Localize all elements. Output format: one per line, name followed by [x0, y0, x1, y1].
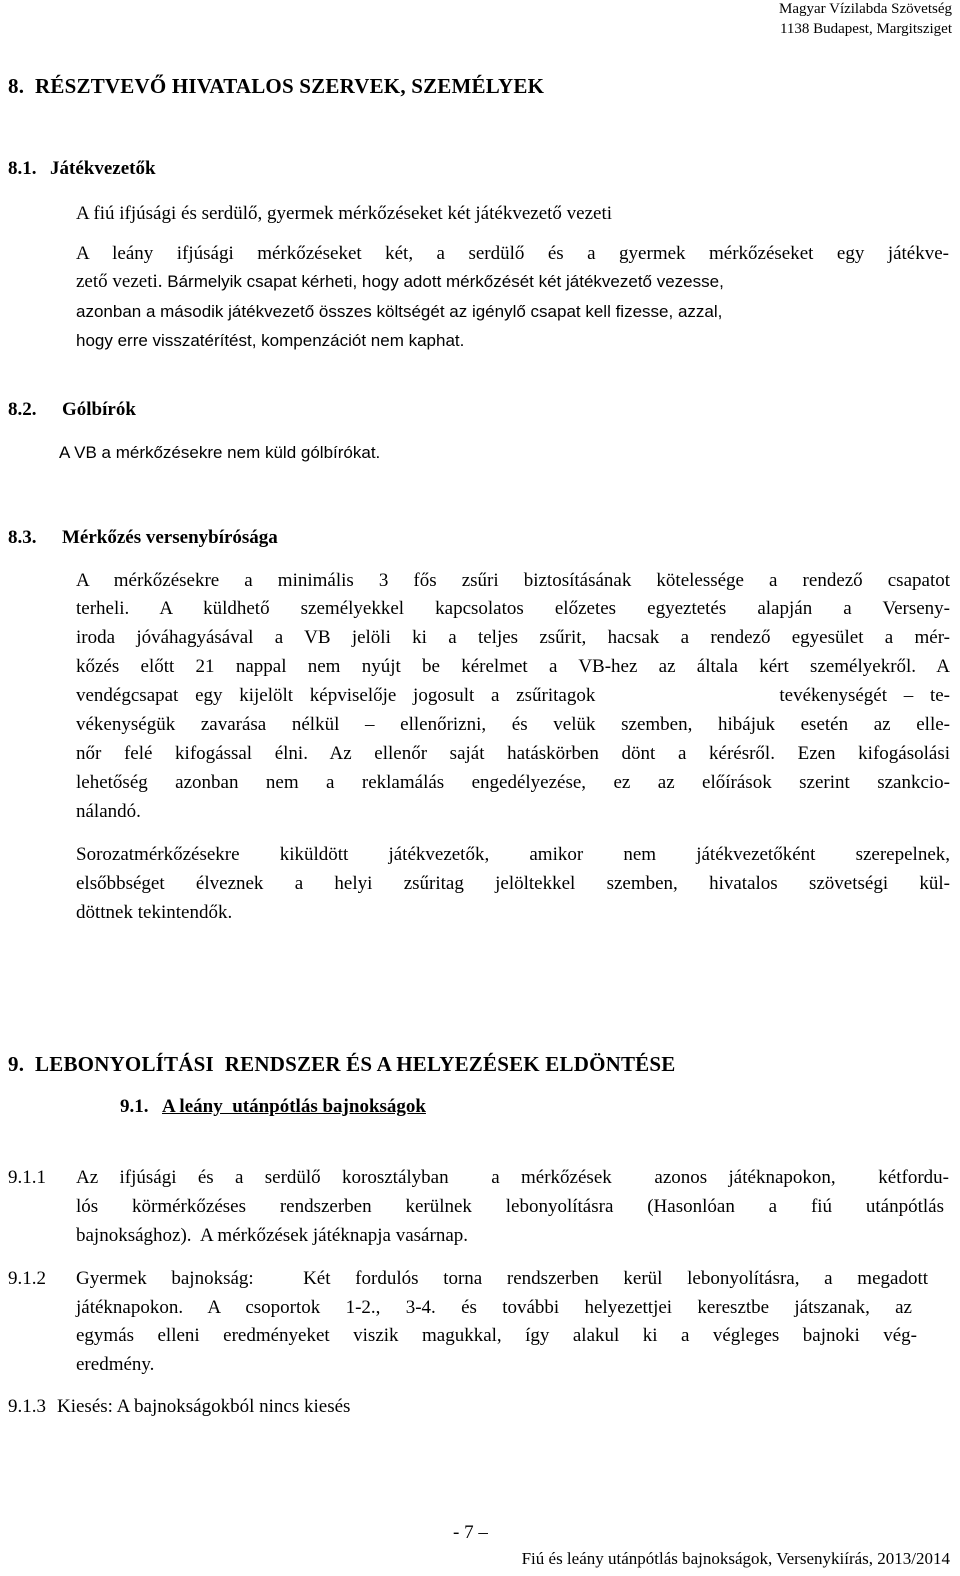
header-org: Magyar Vízilabda Szövetség	[778, 1, 952, 17]
footer-text: Fiú és leány utánpótlás bajnokságok, Versenykiírás, 2013/2014	[521, 1549, 950, 1568]
paragraph-8-3-line: nőr felé kifogással élni. Az ellenőr saját hatáskörben dönt a kérésről. Ezen kifogásolási	[76, 743, 950, 764]
paragraph-8-3-line: terheli. A küldhető személyekkel kapcsolatos előzetes egyeztetés alapján a Verseny-	[76, 598, 950, 619]
item-9-1-2-number: 9.1.2	[8, 1268, 46, 1289]
section-9-1-number: 9.1.	[120, 1096, 149, 1117]
paragraph-8-3-b-line: döttnek tekintendők.	[76, 902, 233, 923]
section-8-2-title: Gólbírók	[62, 399, 136, 420]
paragraph-fragment: zető vezeti.	[76, 271, 163, 292]
paragraph-fragment-sans: Bármelyik csapat kérheti, hogy adott mérkőzését két játékvezető vezesse,	[167, 272, 724, 291]
paragraph-8-1-line: A fiú ifjúsági és serdülő, gyermek mérkőzéseket két játékvezető vezeti	[76, 203, 613, 224]
section-8-3-title: Mérkőzés versenybírósága	[62, 527, 278, 548]
paragraph-8-3-line: nálandó.	[76, 801, 141, 822]
paragraph-8-3-b-line: elsőbbséget élveznek a helyi zsűritag jelöltekkel szemben, hivatalos szövetségi kül-	[76, 873, 950, 894]
item-9-1-2-line: egymás elleni eredményeket viszik magukkal, így alakul ki a végleges bajnoki vég-	[76, 1325, 917, 1346]
paragraph-8-3-line: kőzés előtt 21 nappal nem nyújt be kérelmet a VB-hez az általa kért személyekről. A	[76, 656, 950, 677]
item-9-1-2-line: eredmény.	[76, 1354, 155, 1375]
item-9-1-1-line: bajnoksághoz). A mérkőzések játéknapja vasárnap.	[76, 1225, 468, 1246]
page-number: - 7 –	[453, 1522, 488, 1543]
paragraph-8-3-line: iroda jóváhagyásával a VB jelöli ki a teljes zsűrit, hacsak a rendező egyesület a mér-	[76, 627, 950, 648]
item-9-1-3-text: Kiesés: A bajnokságokból nincs kiesés	[57, 1396, 351, 1417]
item-9-1-1-line: lós körmérkőzéses rendszerben kerülnek lebonyolításra (Hasonlóan a fiú utánpótlás	[76, 1196, 944, 1217]
section-8-3-number: 8.3.	[8, 527, 37, 548]
paragraph-8-1-line: hogy erre visszatérítést, kompenzációt nem kaphat.	[76, 331, 465, 350]
item-9-1-2-line: játéknapokon. A csoportok 1-2., 3-4. és további helyezettjei keresztbe játszanak, az	[76, 1297, 912, 1318]
section-8-title: 8. RÉSZTVEVŐ HIVATALOS SZERVEK, SZEMÉLYEK	[8, 74, 545, 98]
section-9-1-title: A leány utánpótlás bajnokságok	[162, 1096, 426, 1117]
section-8-2-number: 8.2.	[8, 399, 37, 420]
item-9-1-3-number: 9.1.3	[8, 1396, 46, 1417]
section-8-1-title: Játékvezetők	[50, 158, 156, 179]
paragraph-8-3-line: A mérkőzésekre a minimális 3 fős zsűri biztosításának kötelessége a rendező csapatot	[76, 570, 950, 591]
item-9-1-2-line: Gyermek bajnokság: Két fordulós torna rendszerben kerül lebonyolításra, a megadott	[76, 1268, 928, 1289]
paragraph-8-1-line	[76, 271, 950, 293]
header-address: 1138 Budapest, Margitsziget	[779, 21, 952, 37]
section-9-title: 9. LEBONYOLÍTÁSI RENDSZER ÉS A HELYEZÉSEK ELDÖNTÉSE	[8, 1052, 676, 1076]
paragraph-8-1-line: A leány ifjúsági mérkőzéseket két, a serdülő és a gyermek mérkőzéseket egy játékve-	[76, 243, 949, 264]
paragraph-8-2: A VB a mérkőzésekre nem küld gólbírókat.	[59, 443, 381, 462]
paragraph-8-1-line: azonban a második játékvezető összes költségét az igénylő csapat kell fizesse, azzal,	[76, 302, 723, 321]
item-9-1-1-line: Az ifjúsági és a serdülő korosztályban a mérkőzések azonos játéknapokon, kétfordu-	[76, 1167, 949, 1188]
paragraph-8-3-line: vékenységük zavarása nélkül – ellenőrizni, és velük szemben, hibájuk esetén az elle-	[76, 714, 950, 735]
paragraph-8-3-line: vendégcsapat egy kijelölt képviselője jogosult a zsűritagok tevékenységét – te-	[76, 685, 950, 706]
paragraph-8-3-b-line: Sorozatmérkőzésekre kiküldött játékvezetők, amikor nem játékvezetőként szerepelnek,	[76, 844, 950, 865]
paragraph-8-3-line: lehetőség azonban nem a reklamálás engedélyezése, ez az előírások szerint szankcio-	[76, 772, 950, 793]
item-9-1-1-number: 9.1.1	[8, 1167, 46, 1188]
section-8-1-number: 8.1.	[8, 158, 37, 179]
